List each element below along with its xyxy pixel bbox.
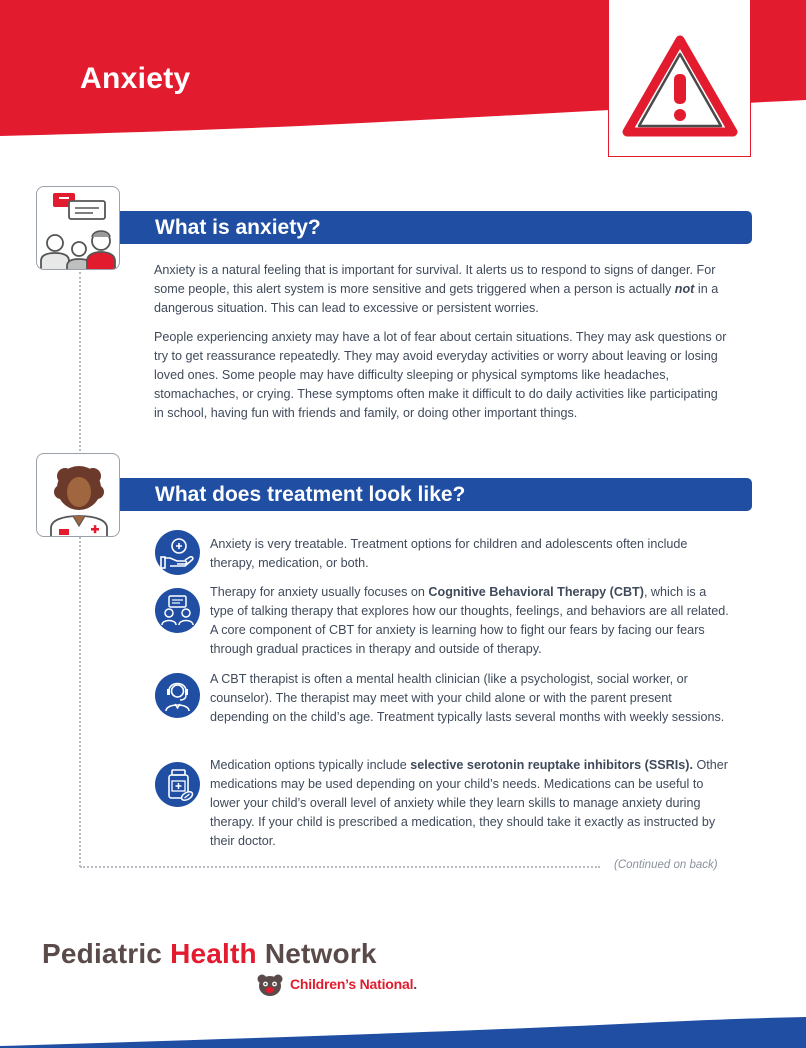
treatment-item-cbt: Therapy for anxiety usually focuses on Cognitive Behavioral Therapy (CBT), which is a type of talking therapy that explores how our thoughts, feelings, and behaviors are all related. A core component of CBT for anxiety is learning how to fight our fears by facing our fears through gradual practices in therapy and outside of therapy.	[210, 585, 729, 656]
family-chat-icon	[36, 186, 120, 270]
doctor-icon	[36, 453, 120, 537]
continued-on-back-note: (Continued on back)	[614, 859, 718, 871]
cbt-term: Cognitive Behavioral Therapy (CBT)	[428, 585, 644, 599]
section-title: What does treatment look like?	[155, 483, 466, 506]
dotted-connector-vertical	[79, 272, 81, 867]
therapy-talk-icon	[155, 588, 200, 633]
footer-wave	[0, 1010, 806, 1048]
dotted-connector-horizontal	[80, 866, 600, 868]
medication-bottle-icon	[155, 762, 200, 807]
teddy-bear-icon	[255, 973, 285, 997]
treatment-item-therapist: A CBT therapist is often a mental health clinician (like a psychologist, social worker, or counselor). The therapist may meet with your child alone or with the parent present depending on the child’s age. Treatment typically lasts several months with weekly sessions.	[210, 672, 725, 724]
alert-icon-box	[608, 0, 751, 157]
section-banner-what-is-anxiety	[120, 211, 752, 244]
childrens-national-logo: Children’s National.	[290, 976, 417, 992]
section-banner-treatment	[120, 478, 752, 511]
paragraph-definition: Anxiety is a natural feeling that is important for survival. It alerts us to respond to signs of danger. For some people, this alert system is more sensitive and gets triggered when a person is actually not in a dangerous situation. This can lead to excessive or persistent worries.	[154, 263, 719, 315]
page-title: Anxiety	[80, 62, 191, 95]
paragraph-symptoms: People experiencing anxiety may have a lot of fear about certain situations. They may ask questions or try to get reassurance repeatedly. They may avoid everyday activities or worry about leaving or losing loved ones. Some people may have difficulty sleeping or physical symptoms like headaches, stomachaches, or crying. These symptoms often make it difficult to do daily activities like participating in school, having fun with friends and family, or doing other important things.	[154, 330, 727, 420]
ssri-term: selective serotonin reuptake inhibitors (SSRIs).	[410, 758, 693, 772]
hand-care-icon	[155, 530, 200, 575]
pediatric-health-network-logo: Pediatric Health Network	[42, 938, 377, 969]
treatment-item-medication: Medication options typically include selective serotonin reuptake inhibitors (SSRIs). Other medications may be used depending on your child’s needs. Medications can be useful to lower your child’s overall level of anxiety while they learn skills to manage anxiety during therapy. If your child is prescribed a medication, they should take it exactly as instructed by their doctor.	[210, 758, 728, 848]
emphasis-not: not	[674, 282, 695, 296]
clinician-headset-icon	[155, 673, 200, 718]
section-title: What is anxiety?	[155, 216, 321, 239]
warning-triangle-icon	[621, 34, 739, 138]
treatment-item-overview: Anxiety is very treatable. Treatment options for children and adolescents often include therapy, medication, or both.	[210, 537, 688, 570]
